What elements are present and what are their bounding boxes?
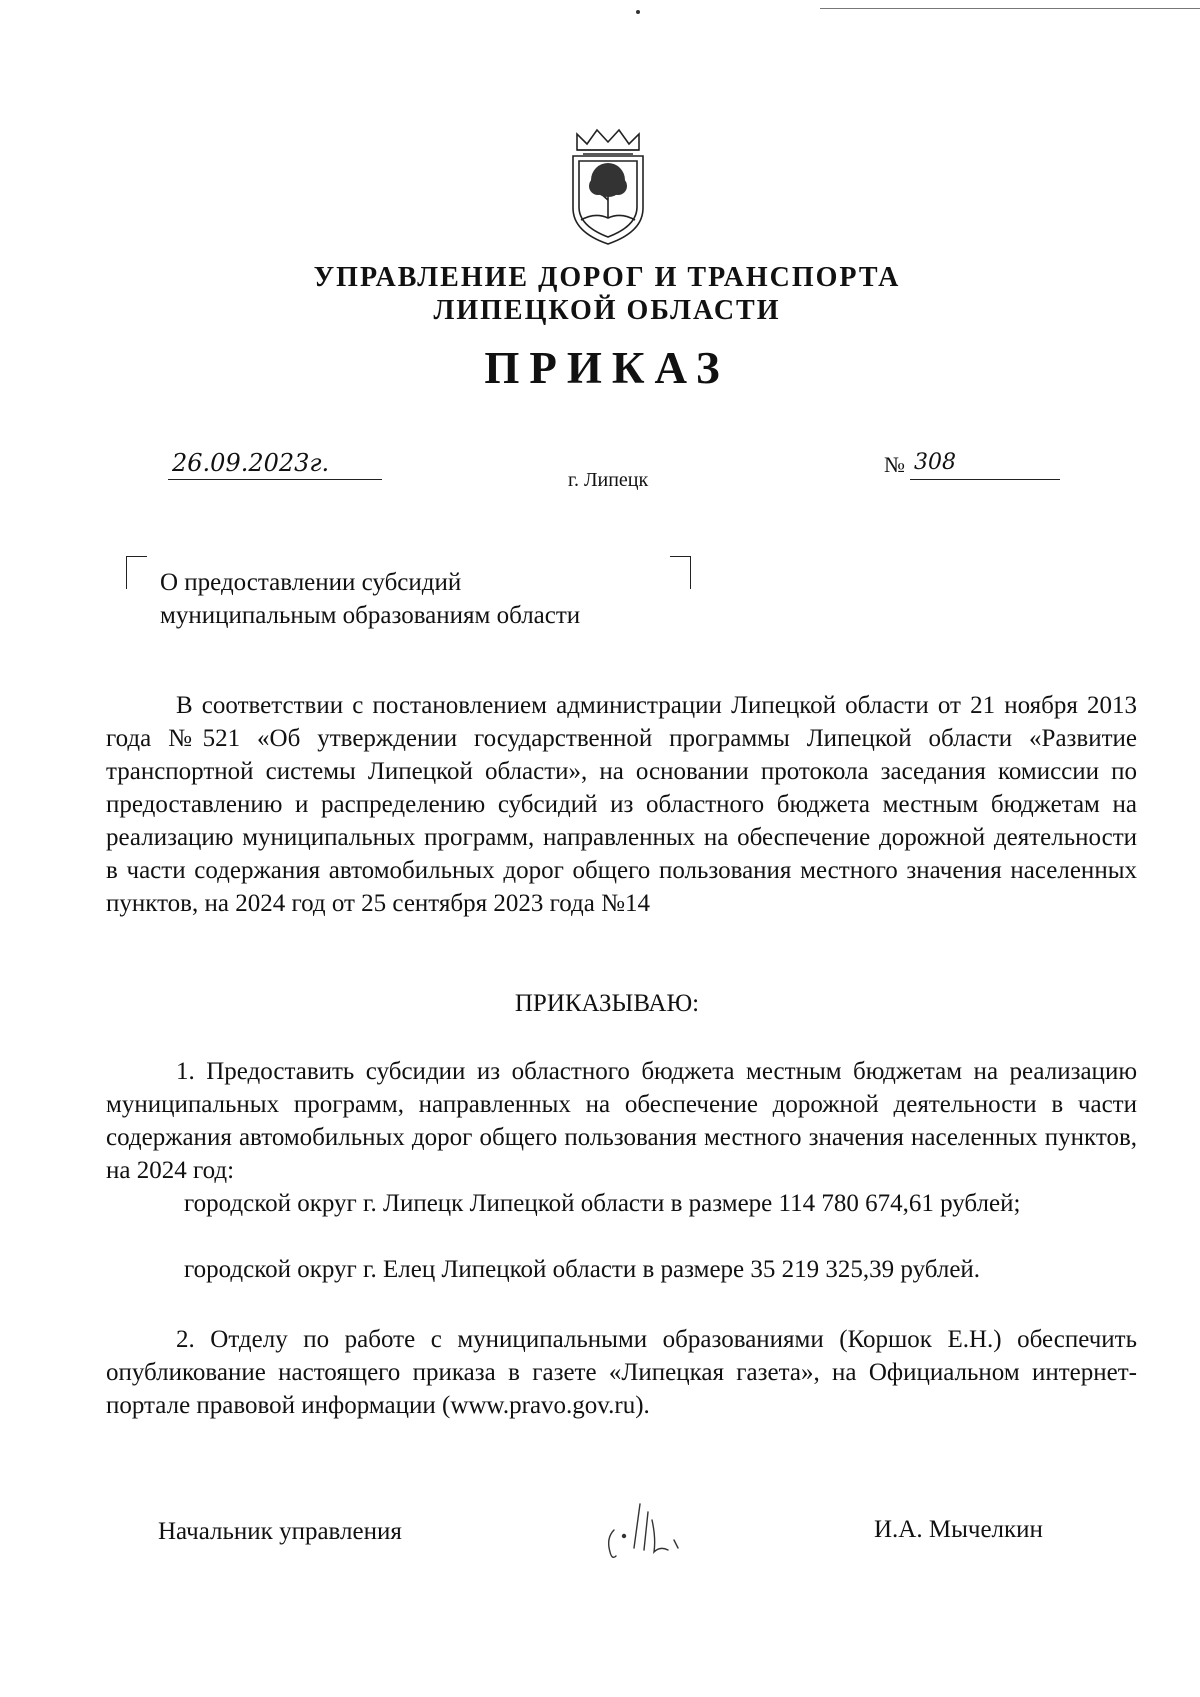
coat-of-arms-icon	[563, 128, 653, 248]
preamble-paragraph: В соответствии с постановлением администрации Липецкой области от 21 ноября 2013 года №521 «Об утверждении государственной программы Липецкой области «Развитие транспортной системы Липецкой области», на основании протокола заседания комиссии по предоставлению и распределению субсидий из областного бюджета местным бюджетам на реализацию муниципальных программ, направленных на обеспечение дорожной деятельности в части содержания автомобильных дорог общего пользования местного значения населенных пунктов, на 2024 год от 25 сентября 2023 года №14	[106, 692, 1137, 917]
document-subject	[160, 566, 580, 632]
order-item-1: 1. Предоставить субсидии из областного бюджета местным бюджетам на реализацию муниципальных программ, направленных на обеспечение дорожной деятельности в части содержания автомобильных дорог общего пользования местного значения населенных пунктов, на 2024 год:	[106, 1058, 1137, 1184]
document-date-field: 26.09.2023г.	[168, 446, 382, 480]
subsidy-recipient-lipetsk: городской округ г. Липецк Липецкой области в размере 114 780 674,61 рублей;	[184, 1190, 1021, 1217]
document-number-label: №	[884, 452, 905, 477]
subject-line-1: О предоставлении субсидий	[160, 569, 462, 596]
subsidy-recipient-yelets: городской округ г. Елец Липецкой области в размере 35 219 325,39 рублей.	[184, 1256, 981, 1283]
signatory-position: Начальник управления	[158, 1518, 402, 1545]
subject-line-2: муниципальным образованиям области	[160, 602, 581, 629]
organization-name-line-2: ЛИПЕЦКОЙ ОБЛАСТИ	[433, 295, 781, 326]
scan-artifact-dot	[636, 10, 640, 14]
subject-corner-mark-right	[670, 556, 691, 589]
document-number-field: 308	[910, 446, 1060, 480]
document-city: г. Липецк	[568, 469, 649, 491]
scan-artifact-line	[820, 8, 1200, 9]
handwritten-signature-icon	[598, 1490, 698, 1570]
organization-name-line-1: УПРАВЛЕНИЕ ДОРОГ И ТРАНСПОРТА	[313, 262, 901, 293]
signatory-name: И.А. Мычелкин	[874, 1516, 1043, 1543]
order-word: ПРИКАЗЫВАЮ:	[514, 990, 700, 1017]
document-type-title: ПРИКАЗ	[484, 343, 730, 393]
order-item-2: 2. Отделу по работе с муниципальными образованиями (Коршок Е.Н.) обеспечить опубликование настоящего приказа в газете «Липецкая газета», на Официальном интернет-портале правовой информации (www.pravo.gov.ru).	[106, 1326, 1137, 1419]
subject-corner-mark-left	[126, 556, 147, 589]
